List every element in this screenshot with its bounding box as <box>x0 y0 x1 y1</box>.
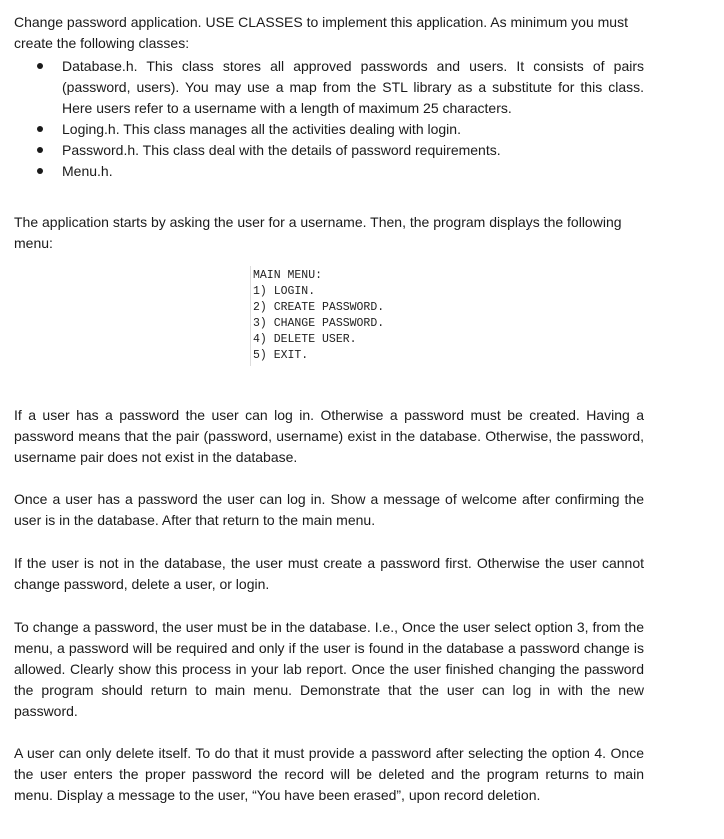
menu-option: 2) CREATE PASSWORD. <box>253 301 385 314</box>
intro-paragraph: Change password application. USE CLASSES to implement this application. As minimum you must create the following classes: <box>14 14 628 51</box>
menu-option: 4) DELETE USER. <box>253 333 357 346</box>
menu-option: 5) EXIT. <box>253 349 309 362</box>
list-item <box>62 56 644 119</box>
paragraph-not-in-database: If the user is not in the database, the user must create a password first. Otherwise the user cannot change password, delete a user, or login. <box>14 555 644 592</box>
menu-intro-paragraph: The application starts by asking the user for a username. Then, the program displays the following menu: <box>14 214 622 251</box>
class-list <box>14 56 644 182</box>
menu-title: MAIN MENU: <box>253 269 323 282</box>
list-item <box>62 161 644 182</box>
paragraph-login: Once a user has a password the user can log in. Show a message of welcome after confirming the user is in the database. After that return to the main menu. <box>14 491 644 528</box>
bullet-icon <box>37 126 43 132</box>
list-item-text: Password.h. This class deal with the details of password requirements. <box>62 142 501 158</box>
bullet-icon <box>37 147 43 153</box>
bullet-icon <box>37 63 43 69</box>
menu-option: 3) CHANGE PASSWORD. <box>253 317 385 330</box>
menu-option: 1) LOGIN. <box>253 285 316 298</box>
paragraph-change-password: To change a password, the user must be in the database. I.e., Once the user select option 3, from the menu, a password will be required and only if the user is found in the database a password change is allowed. Clearly show this process in your lab report. Once the user finished changing the password the program should return to main menu. Demonstrate that the user can log in with the new password. <box>14 619 644 719</box>
list-item-text: Loging.h. This class manages all the activities dealing with login. <box>62 121 461 137</box>
paragraph-delete-user: A user can only delete itself. To do that it must provide a password after selecting the option 4. Once the user enters the proper password the record will be deleted and the program returns to main menu. Display a message to the user, “You have been erased”, upon record deletion. <box>14 745 644 803</box>
main-menu-code-block <box>250 266 644 366</box>
paragraph-password-exists: If a user has a password the user can log in. Otherwise a password must be created. Having a password means that the pair (password, username) exist in the database. Otherwise, the password, username pair does not exist in the database. <box>14 407 644 465</box>
document-body <box>14 12 644 806</box>
list-item <box>62 119 644 140</box>
list-item-text: Menu.h. <box>62 163 113 179</box>
bullet-icon <box>37 168 43 174</box>
list-item-text: Database.h. This class stores all approved passwords and users. It consists of pairs (password, users). You may use a map from the STL library as a substitute for this class. Here users refer to a username with a length of maximum 25 characters. <box>62 58 644 116</box>
list-item <box>62 140 644 161</box>
